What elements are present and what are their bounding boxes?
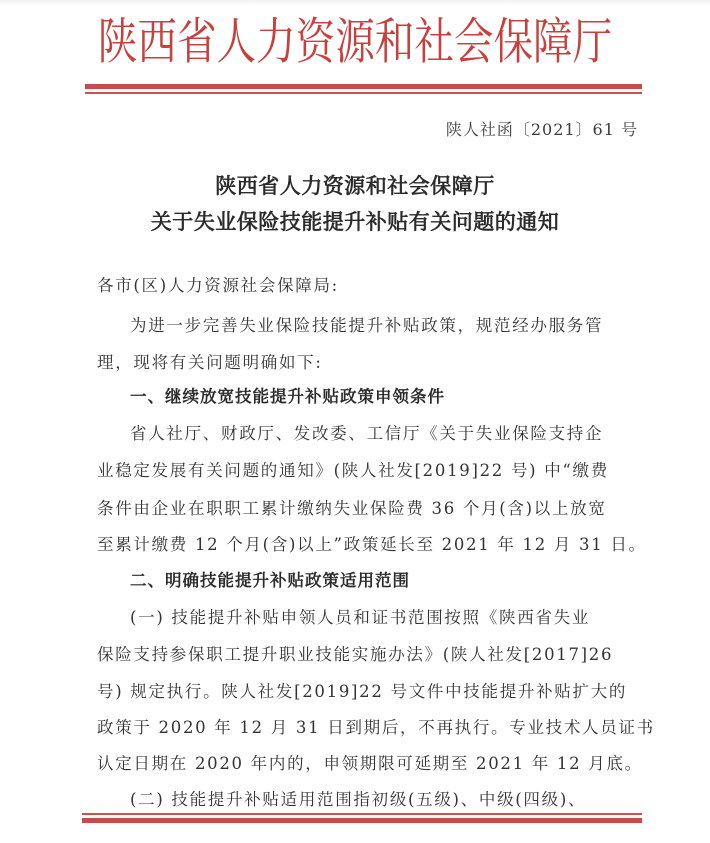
- section-2-heading: 二、明确技能提升补贴政策适用范围: [130, 571, 410, 590]
- footer-rule-thin: [82, 813, 642, 815]
- section-2-item-1-line-1: (一) 技能提升补贴申领人员和证书范围按照《陕西省失业: [130, 608, 591, 627]
- section-1-line-4: 至累计缴费 12 个月(含)以上”政策延长至 2021 年 12 月 31 日。: [97, 535, 647, 554]
- letterhead-rule-thick: [85, 84, 642, 89]
- document-number: 陕人社函〔2021〕61 号: [445, 120, 638, 139]
- section-2-item-1-line-2: 保险支持参保职工提升职业技能实施办法》(陕人社发[2017]26: [97, 645, 614, 664]
- section-1-line-1: 省人社厅、财政厅、发改委、工信厅《关于失业保险支持企: [130, 424, 604, 443]
- salutation: 各市(区)人力资源社会保障局:: [97, 276, 339, 295]
- section-1-heading: 一、继续放宽技能提升补贴政策申领条件: [130, 387, 445, 406]
- letterhead-title: [0, 10, 710, 73]
- section-1-line-2: 业稳定发展有关问题的通知》(陕人社发[2019]22 号) 中“缴费: [97, 461, 609, 480]
- section-2-item-2-line-1: (二) 技能提升补贴适用范围指初级(五级)、中级(四级)、: [130, 790, 587, 809]
- letterhead-rule-thin: [85, 92, 642, 94]
- section-2-item-1-line-4: 政策于 2020 年 12 月 31 日到期后，不再执行。专业技术人员证书: [97, 718, 655, 737]
- section-2-item-1-line-3: 号) 规定执行。陕人社发[2019]22 号文件中技能提升补贴扩大的: [97, 682, 628, 701]
- intro-line-2: 理，现将有关问题明确如下:: [97, 353, 323, 372]
- intro-line-1: 为进一步完善失业保险技能提升补贴政策，规范经办服务管: [130, 316, 604, 335]
- section-2-item-1-line-5: 认定日期在 2020 年内的，申领期限可延期至 2021 年 12 月底。: [97, 754, 643, 773]
- footer-rule-thick: [82, 818, 642, 823]
- letterhead-organization: 陕西省人力资源和社会保障厅: [97, 12, 613, 71]
- document-title-line-2: 关于失业保险技能提升补贴有关问题的通知: [150, 209, 560, 234]
- section-1-line-3: 条件由企业在职职工累计缴纳失业保险费 36 个月(含)以上放宽: [97, 499, 607, 518]
- document-title-line-1: 陕西省人力资源和社会保障厅: [215, 173, 495, 198]
